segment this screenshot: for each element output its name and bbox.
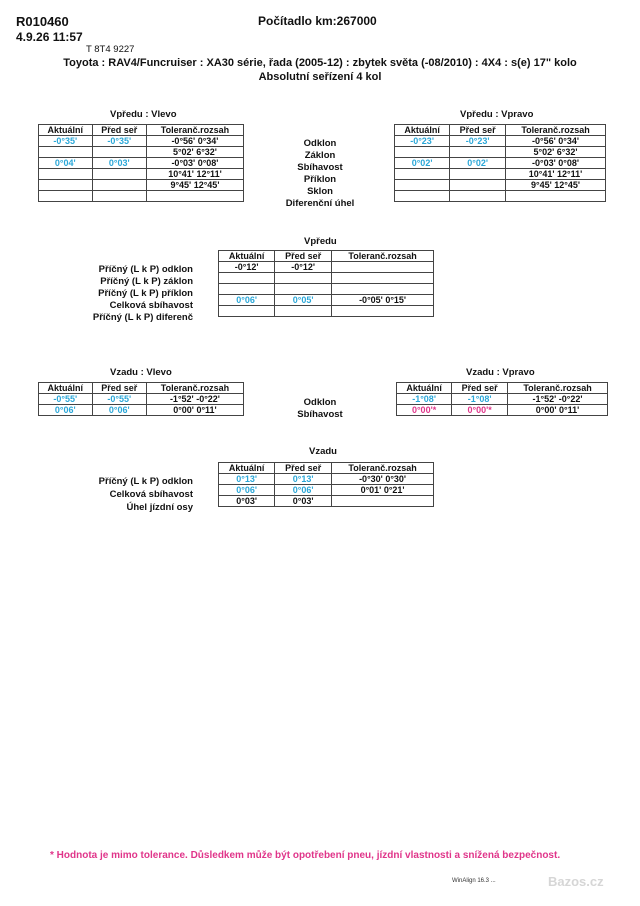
col-tolerance: Toleranč.rozsah	[146, 383, 243, 394]
col-tolerance: Toleranč.rozsah	[506, 125, 606, 136]
before-value	[92, 180, 146, 191]
col-current: Aktuální	[219, 251, 275, 262]
before-value: -0°12'	[275, 262, 332, 273]
tolerance-value: -0°56' 0°34'	[506, 136, 606, 147]
before-value	[275, 306, 332, 317]
param-label: Příčný (L k P) záklon	[100, 276, 193, 287]
rear-left-table	[38, 382, 244, 416]
col-current: Aktuální	[397, 383, 452, 394]
out-of-tolerance-note: * Hodnota je mimo tolerance. Důsledkem může být opotřebení pneu, jízdní vlastnosti a snížená bezpečnost.	[50, 850, 561, 861]
before-value	[275, 284, 332, 295]
table-row	[395, 136, 606, 147]
table-row	[39, 169, 244, 180]
before-value: 0°03'	[92, 158, 146, 169]
before-value: 0°06'	[275, 485, 332, 496]
current-value	[39, 180, 93, 191]
table-row	[219, 273, 434, 284]
col-current: Aktuální	[219, 463, 275, 474]
param-label: Příčný (L k P) odklon	[98, 264, 193, 275]
param-label: Příčný (L k P) odklon	[98, 476, 193, 487]
param-label: Příčný (L k P) příklon	[98, 288, 193, 299]
front-left-table	[38, 124, 244, 202]
tolerance-value	[332, 262, 434, 273]
table-row	[219, 295, 434, 306]
current-value	[395, 169, 450, 180]
table-row	[39, 136, 244, 147]
current-value: -0°23'	[395, 136, 450, 147]
current-value: 0°06'	[39, 405, 93, 416]
before-value: -0°55'	[92, 394, 146, 405]
param-label: Odklon	[303, 397, 337, 408]
before-value	[92, 191, 146, 202]
before-value: -0°35'	[92, 136, 146, 147]
tolerance-value	[332, 284, 434, 295]
before-value: -1°08'	[452, 394, 508, 405]
table-row	[39, 180, 244, 191]
table-row	[219, 262, 434, 273]
before-value: 0°13'	[275, 474, 332, 485]
before-value: 0°06'	[92, 405, 146, 416]
tolerance-value: -0°05' 0°15'	[332, 295, 434, 306]
report-subtitle: Absolutní seřízení 4 kol	[258, 71, 382, 83]
col-before: Před seř	[275, 251, 332, 262]
table-row	[395, 191, 606, 202]
front-right-table	[394, 124, 606, 202]
col-tolerance: Toleranč.rozsah	[146, 125, 243, 136]
current-value: -0°55'	[39, 394, 93, 405]
report-id: R010460	[16, 14, 69, 29]
table-row	[395, 158, 606, 169]
table-row	[39, 405, 244, 416]
param-label: Sbíhavost	[297, 162, 343, 173]
param-label: Příklon	[303, 174, 337, 185]
tolerance-value: -1°52' -0°22'	[146, 394, 243, 405]
current-value: -0°35'	[39, 136, 93, 147]
tolerance-value: 0°01' 0°21'	[332, 485, 434, 496]
before-value: -0°23'	[450, 136, 506, 147]
col-before: Před seř	[92, 383, 146, 394]
tolerance-value: 10°41' 12°11'	[506, 169, 606, 180]
table-row	[397, 405, 608, 416]
param-label: Úhel jízdní osy	[126, 502, 193, 513]
software-version: WinAlign 16.3 ...	[452, 878, 496, 884]
table-row	[39, 158, 244, 169]
col-tolerance: Toleranč.rozsah	[332, 463, 434, 474]
tolerance-value: -0°30' 0°30'	[332, 474, 434, 485]
rear-left-title: Vzadu : Vlevo	[110, 367, 172, 378]
before-value	[450, 180, 506, 191]
table-row	[395, 169, 606, 180]
before-value: 0°03'	[275, 496, 332, 507]
table-row	[219, 485, 434, 496]
watermark: Bazos.cz	[548, 874, 604, 889]
current-value	[395, 191, 450, 202]
tolerance-value: 0°00' 0°11'	[146, 405, 243, 416]
current-value: 0°03'	[219, 496, 275, 507]
vehicle-description: Toyota : RAV4/Funcruiser : XA30 série, řada (2005-12) : zbytek světa (-08/2010) : 4X4 : s(e) 17" kolo	[63, 57, 577, 69]
report-datetime: 4.9.26 11:57	[16, 30, 83, 44]
param-label: Odklon	[303, 138, 337, 149]
col-current: Aktuální	[395, 125, 450, 136]
odometer: Počítadlo km:267000	[258, 14, 377, 28]
before-value	[450, 147, 506, 158]
front-left-title: Vpředu : Vlevo	[110, 109, 177, 120]
param-label: Sbíhavost	[297, 409, 343, 420]
current-value: 0°04'	[39, 158, 93, 169]
col-current: Aktuální	[39, 383, 93, 394]
tolerance-value: -0°03' 0°08'	[146, 158, 243, 169]
before-value: 0°02'	[450, 158, 506, 169]
col-before: Před seř	[450, 125, 506, 136]
current-value	[219, 306, 275, 317]
param-label: Celková sbíhavost	[109, 489, 193, 500]
front-right-title: Vpředu : Vpravo	[460, 109, 534, 120]
current-value	[39, 169, 93, 180]
param-label: Diferenční úhel	[285, 198, 355, 209]
before-value	[92, 169, 146, 180]
col-tolerance: Toleranč.rozsah	[508, 383, 608, 394]
current-value: 0°06'	[219, 295, 275, 306]
col-current: Aktuální	[39, 125, 93, 136]
before-value	[450, 191, 506, 202]
rear-right-title: Vzadu : Vpravo	[466, 367, 535, 378]
tolerance-value: -0°03' 0°08'	[506, 158, 606, 169]
current-value: -1°08'	[397, 394, 452, 405]
param-label: Sklon	[307, 186, 333, 197]
rear-right-table	[396, 382, 608, 416]
rear-axle-title: Vzadu	[309, 446, 337, 457]
tolerance-value: 9°45' 12°45'	[506, 180, 606, 191]
current-value: 0°00'*	[397, 405, 452, 416]
tolerance-value: 5°02' 6°32'	[146, 147, 243, 158]
current-value: 0°13'	[219, 474, 275, 485]
tolerance-value: 5°02' 6°32'	[506, 147, 606, 158]
current-value	[39, 191, 93, 202]
col-before: Před seř	[452, 383, 508, 394]
tolerance-value	[506, 191, 606, 202]
table-row	[39, 147, 244, 158]
col-before: Před seř	[92, 125, 146, 136]
front-axle-title: Vpředu	[304, 236, 337, 247]
before-value	[92, 147, 146, 158]
current-value	[219, 273, 275, 284]
param-label: Příčný (L k P) diferenč	[92, 312, 193, 323]
table-row	[395, 147, 606, 158]
tolerance-value	[332, 306, 434, 317]
before-value	[450, 169, 506, 180]
current-value: 0°02'	[395, 158, 450, 169]
before-value: 0°05'	[275, 295, 332, 306]
table-row	[39, 394, 244, 405]
before-value: 0°00'*	[452, 405, 508, 416]
table-row	[219, 474, 434, 485]
tolerance-value	[332, 273, 434, 284]
tolerance-value: -0°56' 0°34'	[146, 136, 243, 147]
table-row	[219, 306, 434, 317]
tolerance-value	[332, 496, 434, 507]
table-row	[219, 284, 434, 295]
table-row	[395, 180, 606, 191]
param-label: Záklon	[304, 150, 336, 161]
current-value: 0°06'	[219, 485, 275, 496]
tolerance-value: 0°00' 0°11'	[508, 405, 608, 416]
col-tolerance: Toleranč.rozsah	[332, 251, 434, 262]
tolerance-value	[146, 191, 243, 202]
before-value	[275, 273, 332, 284]
tolerance-value: 10°41' 12°11'	[146, 169, 243, 180]
table-row	[219, 496, 434, 507]
current-value: -0°12'	[219, 262, 275, 273]
vehicle-code: T 8T4 9227	[86, 44, 135, 55]
param-label: Celková sbíhavost	[109, 300, 193, 311]
rear-axle-table	[218, 462, 434, 507]
current-value	[39, 147, 93, 158]
front-axle-table	[218, 250, 434, 317]
table-row	[39, 191, 244, 202]
table-row	[397, 394, 608, 405]
current-value	[219, 284, 275, 295]
current-value	[395, 147, 450, 158]
current-value	[395, 180, 450, 191]
tolerance-value: 9°45' 12°45'	[146, 180, 243, 191]
tolerance-value: -1°52' -0°22'	[508, 394, 608, 405]
col-before: Před seř	[275, 463, 332, 474]
